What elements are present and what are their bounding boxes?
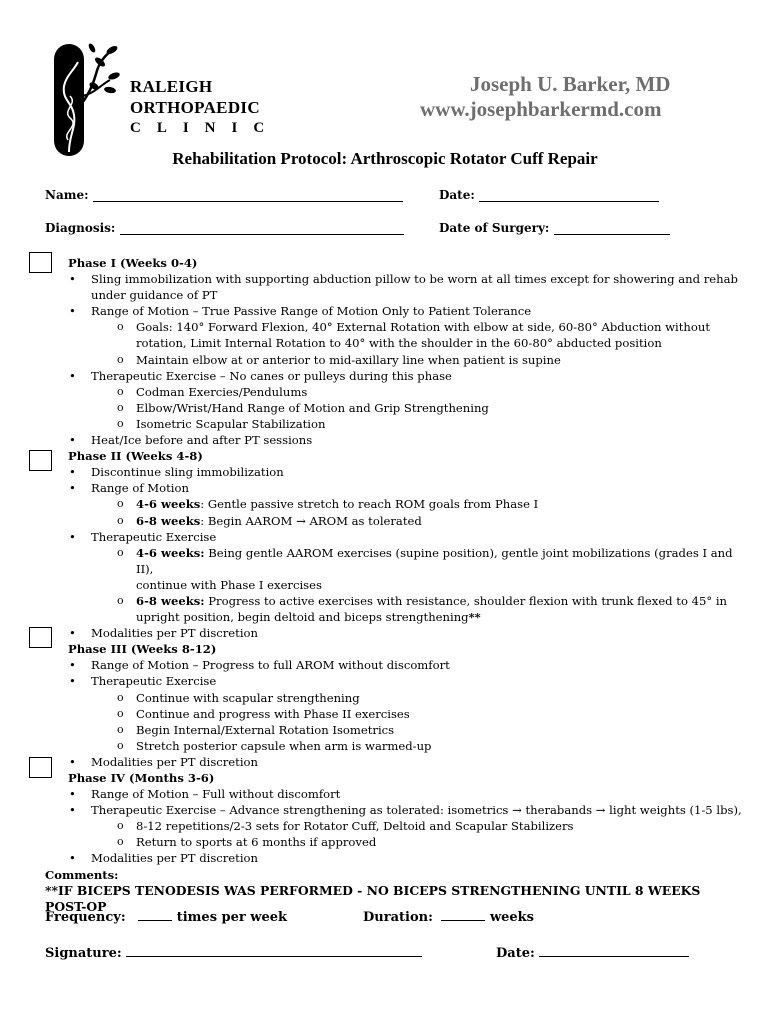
sub-list-item (45, 722, 745, 738)
list-item (45, 368, 745, 384)
phase3-sub2: Continue and progress with Phase II exercises (136, 706, 410, 721)
phase4-item3: Modalities per PT discretion (91, 851, 258, 866)
date-label: Date: (439, 188, 475, 202)
phase2-rom-4-6-text: : Gentle passive stretch to reach ROM goals from Phase I (200, 497, 539, 512)
date-field[interactable] (439, 188, 659, 202)
list-item (45, 754, 745, 770)
surgery-date-line[interactable] (554, 222, 670, 235)
phase1-item2: Range of Motion – True Passive Range of Motion Only to Patient Tolerance (91, 304, 532, 319)
list-item (45, 625, 745, 641)
date-line[interactable] (479, 189, 659, 202)
sub-list-item (45, 400, 745, 416)
phase2-rom-4-6-label: 4-6 weeks (136, 497, 201, 512)
phase1-item1-line1: • Sling immobilization with supporting abduction pillow to be worn at all times except for showering and rehab (91, 272, 738, 287)
phase1-elbow: Maintain elbow at or anterior to mid-axillary line when patient is supine (136, 352, 561, 367)
phase2-ex-4-6-line1: Being gentle AAROM exercises (supine position), gentle joint mobilizations (grades I and II), (136, 545, 733, 576)
duration-field[interactable] (363, 910, 534, 925)
phase4-title: Phase IV (Months 3-6) (68, 771, 215, 785)
list-item (45, 480, 745, 496)
duration-label: Duration: (363, 910, 433, 925)
phase4-item1: Range of Motion – Full without discomfort (91, 787, 341, 802)
sub-list-item (45, 818, 745, 834)
signature-label: Signature: (45, 946, 122, 961)
list-item (45, 529, 745, 545)
list-item (45, 802, 745, 818)
sub-list-item (45, 384, 745, 400)
duration-line[interactable] (441, 919, 485, 921)
phase2-item1: Discontinue sling immobilization (91, 465, 284, 480)
phase1-elbow-wrist: Elbow/Wrist/Hand Range of Motion and Grip Strengthening (136, 400, 489, 415)
phase2-ex-4-6-label: 4-6 weeks: (136, 545, 205, 560)
doctor-website[interactable]: www.josephbarkermd.com (420, 97, 662, 121)
clinic-line-2: ORTHOPAEDIC (130, 98, 260, 117)
sub-list-item (45, 834, 745, 850)
sub-list-item (45, 593, 745, 625)
phase2-rom-6-8-text: : Begin AAROM → AROM as tolerated (200, 513, 422, 528)
list-item (45, 657, 745, 673)
phase3-item3: Modalities per PT discretion (91, 754, 258, 769)
sub-list-item (45, 513, 745, 529)
phase2-rom-6-8-label: 6-8 weeks (136, 513, 201, 528)
signature-date-line[interactable] (539, 955, 689, 957)
phase3-sub1: Continue with scapular strengthening (136, 690, 360, 705)
phase1-item1-line2: under guidance of PT (91, 288, 218, 303)
diagnosis-label: Diagnosis: (45, 221, 116, 235)
frequency-unit: times per week (176, 910, 288, 925)
phase1-goals-line2: rotation, Limit Internal Rotation to 40° with the shoulder in the 60-80° abducted position (136, 336, 662, 351)
name-label: Name: (45, 188, 89, 202)
sub-list-item (45, 690, 745, 706)
comments-label: Comments: (45, 867, 119, 882)
phase2-item2: Range of Motion (91, 481, 189, 496)
surgery-date-label: Date of Surgery: (439, 221, 550, 235)
name-field[interactable] (45, 188, 403, 202)
phase2-ex-6-8-line2: upright position, begin deltoid and biceps strengthening (136, 610, 469, 625)
phase2-item4: Modalities per PT discretion (91, 626, 258, 641)
duration-unit: weeks (489, 910, 534, 925)
biceps-warning: **IF BICEPS TENODESIS WAS PERFORMED - NO BICEPS STRENGTHENING UNTIL 8 WEEKS POST-OP (45, 882, 701, 914)
phase1-title: Phase I (Weeks 0-4) (68, 256, 198, 270)
phase1-item3: Therapeutic Exercise – No canes or pulleys during this phase (91, 368, 452, 383)
phase3-sub3: Begin Internal/External Rotation Isometrics (136, 722, 395, 737)
phase1-goals-line1: o Goals: 140° Forward Flexion, 40° External Rotation with elbow at side, 60-80° Abduction without (136, 320, 710, 335)
phase1-item4: Heat/Ice before and after PT sessions (91, 433, 313, 448)
sub-list-item (45, 738, 745, 754)
phase4-sub1: 8-12 repetitions/2-3 sets for Rotator Cuff, Deltoid and Scapular Stabilizers (136, 819, 574, 834)
clinic-name (130, 76, 280, 139)
sub-list-item (45, 706, 745, 722)
phase2-title: Phase II (Weeks 4-8) (68, 449, 203, 464)
phase1-isometric: Isometric Scapular Stabilization (136, 416, 326, 431)
list-item (45, 850, 745, 866)
phase3-item1: Range of Motion – Progress to full AROM without discomfort (91, 658, 450, 673)
name-line[interactable] (93, 189, 403, 202)
phase4-sub2: Return to sports at 6 months if approved (136, 835, 377, 850)
list-item (45, 303, 745, 319)
diagnosis-field[interactable] (45, 221, 404, 235)
frequency-label: Frequency: (45, 910, 126, 925)
list-item (45, 271, 745, 303)
signature-line[interactable] (126, 955, 422, 957)
phase2-footnote-stars: ** (468, 610, 481, 625)
signature-field[interactable] (45, 946, 422, 961)
sub-list-item (45, 319, 745, 351)
list-item (45, 673, 745, 689)
surgery-date-field[interactable] (439, 221, 670, 235)
list-item (45, 786, 745, 802)
list-item (45, 464, 745, 480)
phase2-ex-4-6-line2: continue with Phase I exercises (136, 577, 322, 592)
sub-list-item (45, 545, 745, 593)
sub-list-item (45, 496, 745, 512)
frequency-line[interactable] (138, 919, 172, 921)
clinic-line-1: RALEIGH (130, 77, 213, 96)
sub-list-item (45, 352, 745, 368)
signature-date-label: Date: (496, 946, 535, 961)
frequency-field[interactable] (45, 910, 287, 925)
clinic-line-3: CLINIC (130, 120, 281, 136)
diagnosis-line[interactable] (120, 222, 404, 235)
sub-list-item (45, 416, 745, 432)
doctor-name: Joseph U. Barker, MD (470, 72, 671, 96)
phase3-item2: Therapeutic Exercise (91, 674, 217, 689)
protocol-body (45, 255, 745, 915)
list-item (45, 432, 745, 448)
phase3-sub4: Stretch posterior capsule when arm is warmed-up (136, 738, 432, 753)
clinic-logo (52, 40, 128, 158)
phase2-item3: Therapeutic Exercise (91, 529, 217, 544)
phase4-item2: Therapeutic Exercise – Advance strengthening as tolerated: isometrics → therabands → light weights (1-5 lbs), (91, 803, 742, 818)
phase3-title: Phase III (Weeks 8-12) (68, 642, 217, 657)
document-title: Rehabilitation Protocol: Arthroscopic Rotator Cuff Repair (172, 149, 598, 168)
phase1-codman: Codman Exercies/Pendulums (136, 384, 308, 399)
phase2-ex-6-8-line1: Progress to active exercises with resistance, shoulder flexion with trunk flexed to 45° in (204, 593, 728, 608)
phase2-ex-6-8-label: 6-8 weeks: (136, 593, 205, 608)
signature-date-field[interactable] (496, 946, 689, 961)
doctor-info (420, 72, 670, 122)
